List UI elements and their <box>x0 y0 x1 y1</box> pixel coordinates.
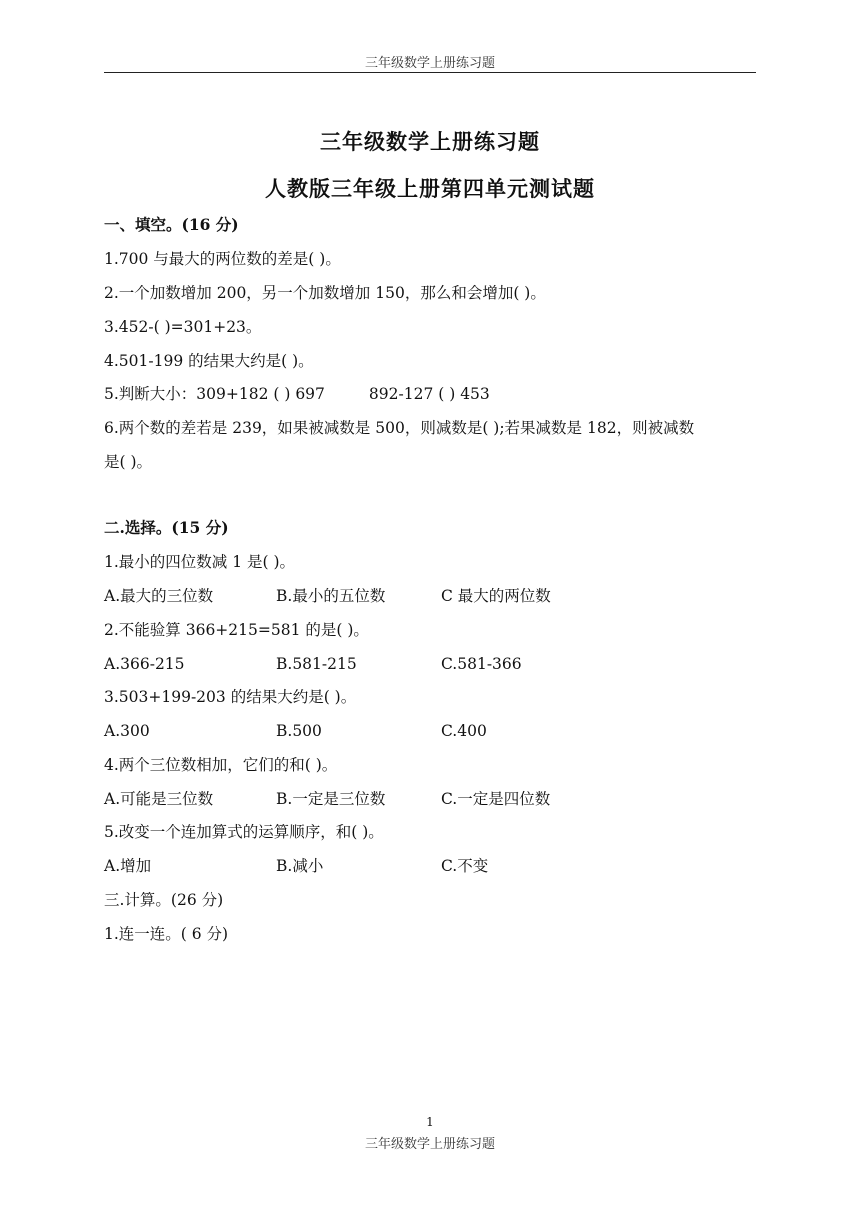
document-title: 三年级数学上册练习题 <box>320 129 540 154</box>
fill-question-5-part-b: 892-127 ( ) 453 <box>368 385 490 403</box>
page-footer: 三年级数学上册练习题 <box>364 1137 495 1152</box>
choice-5-option-a: A.增加 <box>104 857 152 875</box>
document-subtitle: 人教版三年级上册第四单元测试题 <box>265 176 595 201</box>
fill-question-3: 3.452-( )=301+23。 <box>104 318 262 336</box>
fill-question-5 <box>104 384 490 404</box>
choice-3-option-c: C.400 <box>441 722 487 740</box>
fill-question-2: 2.一个加数增加 200，另一个加数增加 150，那么和会增加( )。 <box>104 284 546 302</box>
choice-2-option-c: C.581-366 <box>441 655 522 673</box>
fill-question-6-line-2: 是( )。 <box>104 453 153 471</box>
choice-4-option-a: A.可能是三位数 <box>104 790 214 808</box>
choice-1-option-a: A.最大的三位数 <box>104 587 214 605</box>
fill-question-6-line-1: 6.两个数的差若是 239，如果被减数是 500，则减数是( );若果减数是 182，则被减数 <box>104 419 695 437</box>
choice-question-4: 4.两个三位数相加，它们的和( )。 <box>104 756 338 774</box>
choice-4-option-c: C.一定是四位数 <box>441 790 551 808</box>
choice-1-option-b: B.最小的五位数 <box>276 587 386 605</box>
fill-question-4: 4.501-199 的结果大约是( )。 <box>104 352 314 370</box>
choice-1-option-c: C 最大的两位数 <box>441 587 551 605</box>
choice-3-option-a: A.300 <box>104 722 150 740</box>
fill-question-5-part-a: 5.判断大小：309+182 ( ) 697 <box>104 385 325 403</box>
choice-question-5: 5.改变一个连加算式的运算顺序，和( )。 <box>104 823 384 841</box>
section-1-heading: 一、填空。(16 分) <box>104 215 239 234</box>
choice-2-option-a: A.366-215 <box>104 655 185 673</box>
choice-5-option-c: C.不变 <box>441 857 489 875</box>
choice-question-2: 2.不能验算 366+215=581 的是( )。 <box>104 621 369 639</box>
choice-5-option-b: B.减小 <box>276 857 324 875</box>
choice-question-1: 1.最小的四位数减 1 是( )。 <box>104 553 296 571</box>
header-rule <box>104 72 756 73</box>
section-2-heading: 二.选择。(15 分) <box>104 518 229 537</box>
calc-question-1: 1.连一连。( 6 分) <box>104 925 229 943</box>
choice-3-option-b: B.500 <box>276 722 322 740</box>
fill-question-1: 1.700 与最大的两位数的差是( )。 <box>104 250 341 268</box>
choice-4-option-b: B.一定是三位数 <box>276 790 386 808</box>
choice-question-3: 3.503+199-203 的结果大约是( )。 <box>104 688 357 706</box>
section-3-heading: 三.计算。(26 分) <box>104 891 224 909</box>
page-number: 1 <box>426 1115 434 1129</box>
choice-2-option-b: B.581-215 <box>276 655 357 673</box>
page-header: 三年级数学上册练习题 <box>364 56 495 71</box>
